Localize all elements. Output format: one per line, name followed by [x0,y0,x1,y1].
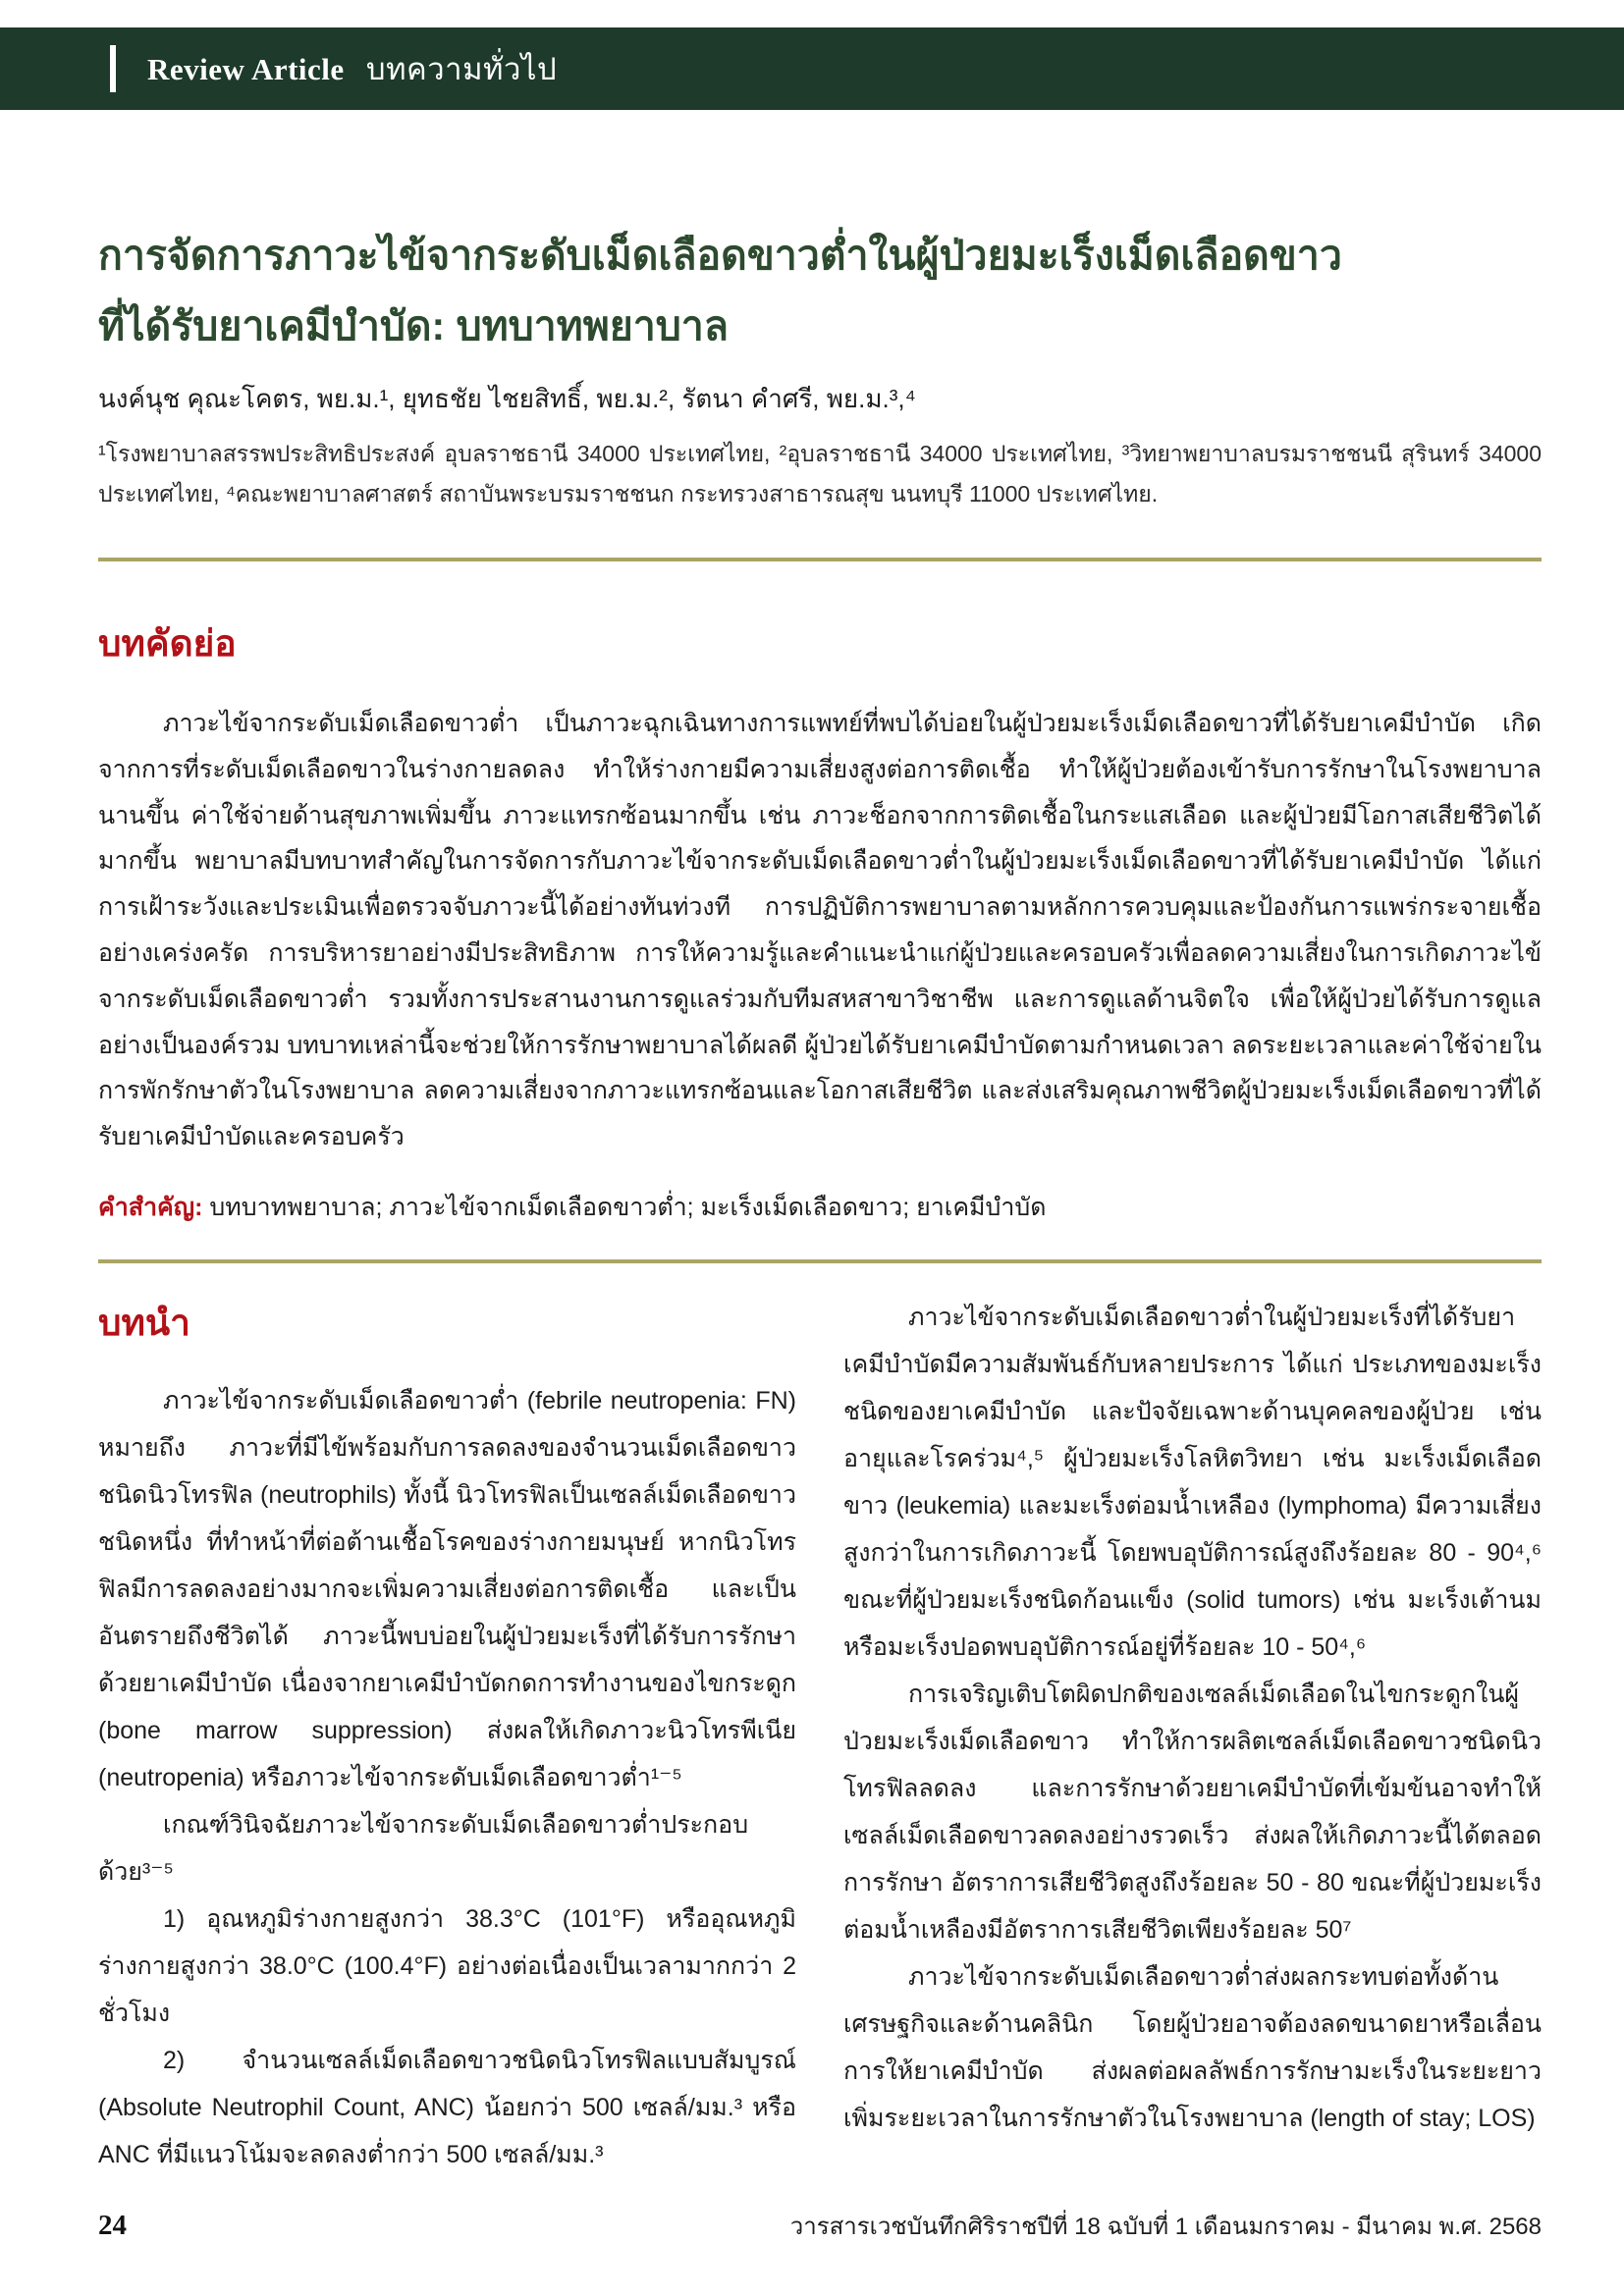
intro-left-paragraph-4: 2) จำนวนเซลล์เม็ดเลือดขาวชนิดนิวโทรฟิลแบบสัมบูรณ์ (Absolute Neutrophil Count, ANC) น้อยกว่า 500 เซลล์/มม.³ หรือ ANC ที่มีแนวโน้มจะลดลงต่ำกว่า 500 เซลล์/มม.³ [98,2047,796,2168]
article-type-banner [0,27,1624,110]
intro-right-paragraph-1: ภาวะไข้จากระดับเม็ดเลือดขาวต่ำในผู้ป่วยมะเร็งที่ได้รับยาเคมีบำบัดมีความสัมพันธ์กับหลายประการ ได้แก่ ประเภทของมะเร็ง ชนิดของยาเคมีบำบัด และปัจจัยเฉพาะด้านบุคคลของผู้ป่วย เช่น อายุและโรคร่วม⁴,⁵ ผู้ป่วยมะเร็งโลหิตวิทยา เช่น มะเร็งเม็ดเลือดขาว (leukemia) และมะเร็งต่อมน้ำเหลือง (lymphoma) มีความเสี่ยงสูงกว่าในการเกิดภาวะนี้ โดยพบอุบัติการณ์สูงถึงร้อยละ 80 - 90⁴,⁶ ขณะที่ผู้ป่วยมะเร็งชนิดก้อนแข็ง (solid tumors) เช่น มะเร็งเต้านม หรือมะเร็งปอดพบอุบัติการณ์อยู่ที่ร้อยละ 10 - 50⁴,⁶ [843,1304,1542,1661]
keywords-label: คำสำคัญ: [98,1194,203,1221]
introduction-section [98,1294,1542,2178]
page-number: 24 [98,2210,127,2241]
author-list: นงค์นุช คุณะโคตร, พย.ม.¹, ยุทธชัย ไชยสิทธิ์, พย.ม.², รัตนา คำศรี, พย.ม.³,⁴ [98,384,916,413]
intro-right-paragraph-3: ภาวะไข้จากระดับเม็ดเลือดขาวต่ำส่งผลกระทบต่อทั้งด้านเศรษฐกิจและด้านคลินิก โดยผู้ป่วยอาจต้องลดขนาดยาหรือเลื่อนการให้ยาเคมีบำบัด ส่งผลต่อผลลัพธ์การรักษามะเร็งในระยะยาว เพิ่มระยะเวลาในการรักษาตัวในโรงพยาบาล (length of stay; LOS) [843,1963,1542,2132]
article-title-line-1: การจัดการภาวะไข้จากระดับเม็ดเลือดขาวต่ำในผู้ป่วยมะเร็งเม็ดเลือดขาว [98,233,1342,278]
abstract-heading: บทคัดย่อ [98,623,237,664]
banner-accent-bar [110,45,116,92]
page-footer [98,2207,1542,2245]
affiliations: ¹โรงพยาบาลสรรพประสิทธิประสงค์ อุบลราชธานี 34000 ประเทศไทย, ²อุบลราชธานี 34000 ประเทศไทย, ³วิทยาพยาบาลบรมราชชนนี สุรินทร์ 34000 ประเทศไทย, ⁴คณะพยาบาลศาสตร์ สถาบันพระบรมราชชนก กระทรวงสาธารณสุข นนทบุรี 11000 ประเทศไทย. [98,441,1542,507]
keywords-line [98,1188,1542,1227]
intro-left-paragraph-2: เกณฑ์วินิจฉัยภาวะไข้จากระดับเม็ดเลือดขาวต่ำประกอบด้วย³⁻⁵ [98,1811,749,1886]
article-type-english: Review Article [147,52,345,86]
keywords-value: บทบาทพยาบาล; ภาวะไข้จากเม็ดเลือดขาวต่ำ; มะเร็งเม็ดเลือดขาว; ยาเคมีบำบัด [202,1194,1047,1221]
section-divider-bottom [98,1259,1542,1263]
article-title [98,220,1542,361]
intro-right-paragraph-2: การเจริญเติบโตผิดปกติของเซลล์เม็ดเลือดในไขกระดูกในผู้ป่วยมะเร็งเม็ดเลือดขาว ทำให้การผลิตเซลล์เม็ดเลือดขาวชนิดนิวโทรฟิลลดลง และการรักษาด้วยยาเคมีบำบัดที่เข้มข้นอาจทำให้เซลล์เม็ดเลือดขาวลดลงอย่างรวดเร็ว ส่งผลให้เกิดภาวะนี้ได้ตลอดการรักษา อัตราการเสียชีวิตสูงถึงร้อยละ 50 - 80 ขณะที่ผู้ป่วยมะเร็งต่อมน้ำเหลืองมีอัตราการเสียชีวิตเพียงร้อยละ 50⁷ [843,1681,1542,1944]
left-column [98,1294,796,2178]
intro-left-paragraph-3: 1) อุณหภูมิร่างกายสูงกว่า 38.3°C (101°F) หรืออุณหภูมิร่างกายสูงกว่า 38.0°C (100.4°F) อย่างต่อเนื่องเป็นเวลามากกว่า 2 ชั่วโมง [98,1905,796,2027]
article-title-line-2: ที่ได้รับยาเคมีบำบัด: บทบาทพยาบาล [98,303,729,348]
right-column [843,1294,1542,2178]
article-type-thai: บทความทั่วไป [365,52,558,86]
introduction-heading: บทนำ [98,1303,190,1343]
journal-citation: วารสารเวชบันทึกศิริราชปีที่ 18 ฉบับที่ 1 เดือนมกราคม - มีนาคม พ.ศ. 2568 [789,2214,1542,2240]
banner-text [147,44,557,93]
section-divider-top [98,558,1542,561]
abstract-paragraph: ภาวะไข้จากระดับเม็ดเลือดขาวต่ำ เป็นภาวะฉุกเฉินทางการแพทย์ที่พบได้บ่อยในผู้ป่วยมะเร็งเม็ดเลือดขาวที่ได้รับยาเคมีบำบัด เกิดจากการที่ระดับเม็ดเลือดขาวในร่างกายลดลง ทำให้ร่างกายมีความเสี่ยงสูงต่อการติดเชื้อ ทำให้ผู้ป่วยต้องเข้ารับการรักษาในโรงพยาบาลนานขึ้น ค่าใช้จ่ายด้านสุขภาพเพิ่มขึ้น ภาวะแทรกซ้อนมากขึ้น เช่น ภาวะช็อกจากการติดเชื้อในกระแสเลือด และผู้ป่วยมีโอกาสเสียชีวิตได้มากขึ้น พยาบาลมีบทบาทสำคัญในการจัดการกับภาวะไข้จากระดับเม็ดเลือดขาวต่ำในผู้ป่วยมะเร็งเม็ดเลือดขาวที่ได้รับยาเคมีบำบัด ได้แก่ การเฝ้าระวังและประเมินเพื่อตรวจจับภาวะนี้ได้อย่างทันท่วงที การปฏิบัติการพยาบาลตามหลักการควบคุมและป้องกันการแพร่กระจายเชื้ออย่างเคร่งครัด การบริหารยาอย่างมีประสิทธิภาพ การให้ความรู้และคำแนะนำแก่ผู้ป่วยและครอบครัวเพื่อลดความเสี่ยงในการเกิดภาวะไข้จากระดับเม็ดเลือดขาวต่ำ รวมทั้งการประสานงานการดูแลร่วมกับทีมสหสาขาวิชาชีพ และการดูแลด้านจิตใจ เพื่อให้ผู้ป่วยได้รับการดูแลอย่างเป็นองค์รวม บทบาทเหล่านี้จะช่วยให้การรักษาพยาบาลได้ผลดี ผู้ป่วยได้รับยาเคมีบำบัดตามกำหนดเวลา ลดระยะเวลาและค่าใช้จ่ายในการพักรักษาตัวในโรงพยาบาล ลดความเสี่ยงจากภาวะแทรกซ้อนและโอกาสเสียชีวิต และส่งเสริมคุณภาพชีวิตผู้ป่วยมะเร็งเม็ดเลือดขาวที่ได้รับยาเคมีบำบัดและครอบครัว [98,710,1542,1151]
intro-left-paragraph-1: ภาวะไข้จากระดับเม็ดเลือดขาวต่ำ (febrile neutropenia: FN) หมายถึง ภาวะที่มีไข้พร้อมกับการลดลงของจำนวนเม็ดเลือดขาวชนิดนิวโทรฟิล (neutrophils) ทั้งนี้ นิวโทรฟิลเป็นเซลล์เม็ดเลือดขาวชนิดหนึ่ง ที่ทำหน้าที่ต่อต้านเชื้อโรคของร่างกายมนุษย์ หากนิวโทรฟิลมีการลดลงอย่างมากจะเพิ่มความเสี่ยงต่อการติดเชื้อ และเป็นอันตรายถึงชีวิตได้ ภาวะนี้พบบ่อยในผู้ป่วยมะเร็งที่ได้รับการรักษาด้วยยาเคมีบำบัด เนื่องจากยาเคมีบำบัดกดการทำงานของไขกระดูก (bone marrow suppression) ส่งผลให้เกิดภาวะนิวโทรพีเนีย (neutropenia) หรือภาวะไข้จากระดับเม็ดเลือดขาวต่ำ¹⁻⁵ [98,1387,796,1791]
